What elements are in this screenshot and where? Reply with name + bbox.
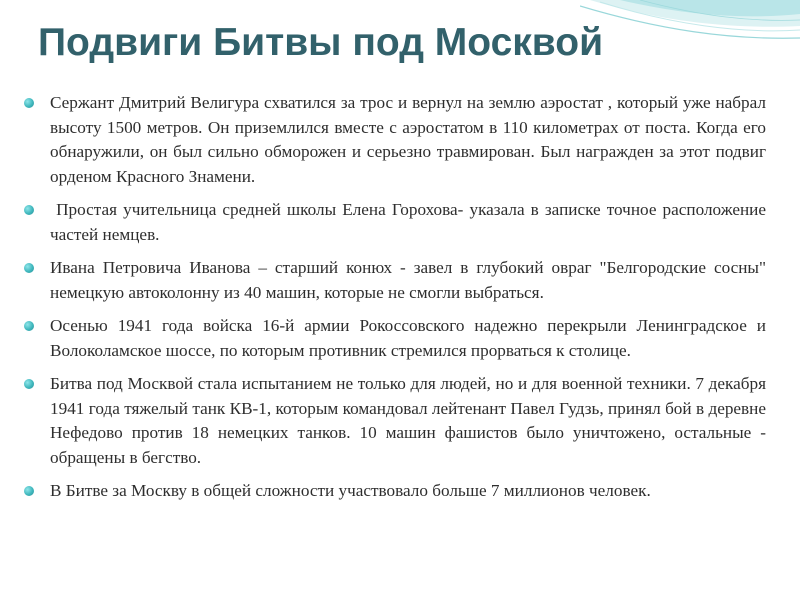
bullet-text: В Битве за Москву в общей сложности участвовало больше 7 миллионов человек. xyxy=(50,481,651,500)
bullet-dot-icon xyxy=(24,263,34,273)
bullet-dot-icon xyxy=(24,205,34,215)
bullet-text: Ивана Петровича Иванова – старший конюх - завел в глубокий овраг "Белгородские сосны" немецкую автоколонну из 40 машин, которые не смогли выбраться. xyxy=(50,258,766,302)
slide-title: Подвиги Битвы под Москвой xyxy=(38,21,604,64)
list-item xyxy=(22,479,766,504)
list-item xyxy=(22,256,766,305)
bullet-text: Битва под Москвой стала испытанием не только для людей, но и для военной техники. 7 декабря 1941 года тяжелый танк КВ-1, которым командовал лейтенант Павел Гудзь, принял бой в деревне Нефедово против 18 немецких танков. 10 машин фашистов было уничтожено, остальные - обращены в бегство. xyxy=(50,374,766,467)
bullet-dot-icon xyxy=(24,321,34,331)
bullet-list xyxy=(22,91,771,513)
bullet-text: Сержант Дмитрий Велигура схватился за трос и вернул на землю аэростат , который уже набрал высоту 1500 метров. Он приземлился вместе с аэростатом в 110 километрах от поста. Когда его обнаружили, он был сильно обморожен и серьезно травмирован. Был награжден за этот подвиг орденом Красного Знамени. xyxy=(50,93,766,186)
bullet-dot-icon xyxy=(24,486,34,496)
bullet-dot-icon xyxy=(24,379,34,389)
bullet-text: Простая учительница средней школы Елена Горохова- указала в записке точное расположение частей немцев. xyxy=(50,200,771,244)
list-item xyxy=(22,372,766,470)
bullet-dot-icon xyxy=(24,98,34,108)
list-item xyxy=(22,91,766,189)
list-item xyxy=(22,314,766,363)
list-item xyxy=(22,198,771,247)
bullet-text: Осенью 1941 года войска 16-й армии Рокоссовского надежно перекрыли Ленинградское и Волоколамское шоссе, по которым противник стремился прорваться к столице. xyxy=(50,316,766,360)
